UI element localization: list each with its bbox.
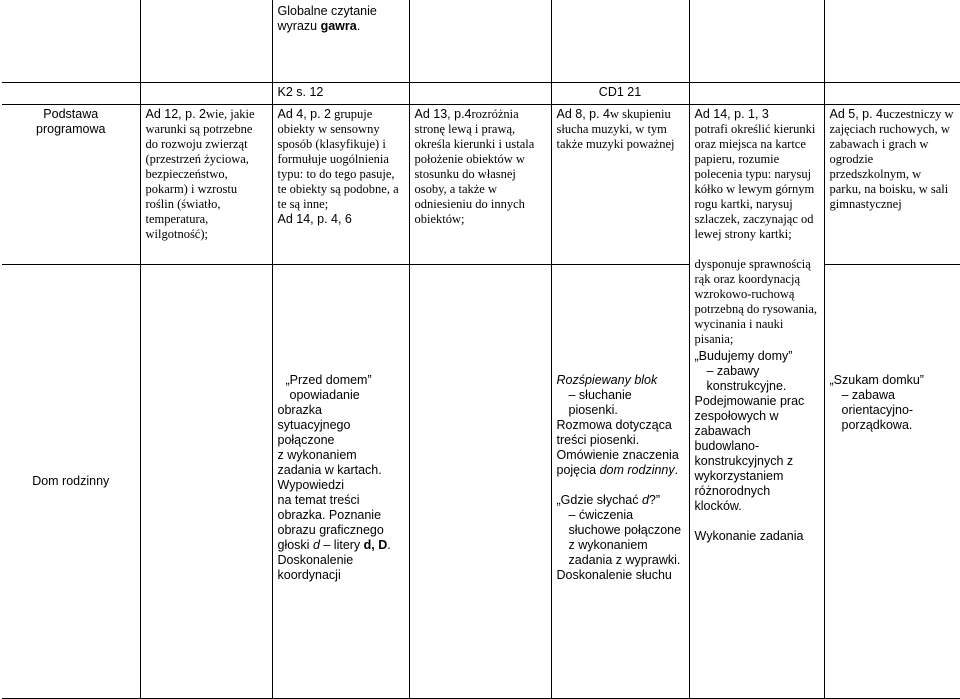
- home-col2-cell: [272, 265, 409, 699]
- header-line-1: Globalne czytanie: [277, 4, 377, 18]
- subheader-cd-cell: [551, 83, 689, 105]
- home-col4-gap: [557, 478, 684, 493]
- basis-col3-ref: Ad 13, p.4: [414, 107, 472, 121]
- home-col2-line: zadania w kartach.: [277, 463, 382, 477]
- home-col2-title: „Przed domem”: [285, 373, 372, 387]
- home-col4-l2: Rozmowa dotycząca treści piosenki.: [556, 418, 672, 447]
- home-col2-line: Doskonalenie: [277, 553, 354, 567]
- header-row: [2, 0, 960, 83]
- basis-col3-text: rozróżnia stronę lewą i prawą, określa kierunki i ustala położenie obiektów w stosunku do własnej osoby, a także w odniesieniu do innych obiektów;: [414, 107, 535, 226]
- subheader-row: [2, 83, 960, 105]
- home-col2-line: połączone: [277, 433, 335, 447]
- home-col2-line: obrazka. Poznanie: [277, 508, 382, 522]
- basis-col2-ref2: Ad 14, p. 4, 6: [277, 212, 352, 226]
- basis-col1-cell: [140, 105, 272, 265]
- home-col2-line: na temat treści: [277, 493, 360, 507]
- home-col4-l3: Omówienie znaczenia pojęcia dom rodzinny.: [556, 448, 679, 477]
- header-empty-cell: [824, 0, 960, 83]
- home-col4-l4: „Gdzie słychać d?”: [556, 493, 661, 507]
- home-col2-line: Wypowiedzi: [277, 478, 345, 492]
- basis-col6-cell: [824, 105, 960, 265]
- cd-reference: CD1 21: [598, 85, 642, 99]
- home-col5-subtitle: – zabawy konstrukcyjne.: [706, 364, 787, 393]
- home-col2-line: sytuacyjnego: [277, 418, 351, 432]
- header-empty-cell: [409, 0, 551, 83]
- home-col1-cell: [140, 265, 272, 699]
- basis-label: Podstawa programowa: [36, 107, 106, 136]
- home-col5-desc: Podejmowanie prac zespołowych w zabawach budowlano-konstrukcyjnych z wykorzystaniem różnorodnych klocków.: [694, 394, 805, 513]
- home-label-cell: [2, 265, 140, 699]
- header-empty-cell: [2, 0, 140, 83]
- subheader-k2-cell: [272, 83, 409, 105]
- header-empty-cell: [140, 0, 272, 83]
- home-col2-line: obrazu graficznego: [277, 523, 384, 537]
- subheader-empty-cell: [689, 83, 824, 105]
- letter-d-italic: d: [312, 538, 320, 552]
- header-empty-cell: [689, 0, 824, 83]
- lesson-plan-table: [2, 0, 960, 699]
- basis-col4-text: w skupieniu słucha muzyki, w tym także muzyki poważnej: [556, 107, 675, 151]
- home-col4-cell: [551, 265, 689, 699]
- home-col6-cell: [824, 265, 960, 699]
- basis-col1-text: wie, jakie warunki są potrzebne do rozwoju zwierząt (przestrzeń życiowa, bezpieczeństwo, pokarm) i wzrostu roślin (światło, temperatura, wilgotność);: [145, 107, 255, 241]
- home-col6-desc: – zabawa orientacyjno-porządkowa.: [841, 388, 914, 432]
- home-col5-gap: [695, 514, 819, 529]
- letters-dD-bold: d, D: [363, 538, 388, 552]
- basis-col5-text: potrafi określić kierunki oraz miejsca na kartce papieru, rozumie polecenia typu: narysuj kółko w lewym górnym rogu kartki, narysuj szlaczek, zaczynając od lewej strony kartki;: [694, 122, 816, 241]
- basis-col6-text: uczestniczy w zajęciach ruchowych, w zabawach i grach w ogrodzie przedszkolnym, w parku, na boisku, w sali gimnastycznej: [829, 107, 954, 211]
- header-line-2: wyrazu gawra.: [277, 19, 361, 33]
- home-col2-line: opowiadanie: [289, 388, 360, 402]
- basis-row: [2, 105, 960, 265]
- header-word-bold: gawra: [320, 19, 357, 33]
- basis-col1-ref: Ad 12, p. 2: [145, 107, 206, 121]
- home-col4-l1: – słuchanie piosenki.: [568, 388, 632, 417]
- basis-col6-ref: Ad 5, p. 4: [829, 107, 884, 121]
- basis-col3-cell: [409, 105, 551, 265]
- home-col6-title: „Szukam domku”: [829, 373, 924, 387]
- subheader-empty-cell: [2, 83, 140, 105]
- home-col4-title: Rozśpiewany blok: [556, 373, 658, 387]
- subheader-empty-cell: [409, 83, 551, 105]
- home-col4-l5: – ćwiczenia słuchowe połączone z wykonaniem zadania z wyprawki.: [568, 508, 682, 567]
- subheader-empty-cell: [140, 83, 272, 105]
- k2-reference: K2 s. 12: [277, 85, 324, 99]
- basis-col2-text: grupuje obiekty w sensowny sposób (klasyfikuje) i formułuje uogólnienia typu: to do tego pasuje, te obiekty są podobne, a te są inne;: [277, 107, 399, 211]
- subheader-empty-cell: [824, 83, 960, 105]
- home-col5-title: „Budujemy domy”: [694, 349, 793, 363]
- home-label: Dom rodzinny: [32, 474, 110, 488]
- basis-col4-ref: Ad 8, p. 4: [556, 107, 611, 121]
- home-col5-task: Wykonanie zadania: [694, 529, 804, 543]
- basis-col2-cell: [272, 105, 409, 265]
- basis-col5-text2: dysponuje sprawnością rąk oraz koordynacją wzrokowo-ruchową potrzebną do rysowania, wycinania i nauki pisania;: [694, 257, 818, 346]
- basis-col5-ref: Ad 14, p. 1, 3: [694, 107, 769, 121]
- home-col2-line: obrazka: [277, 403, 322, 417]
- home-col2-line: koordynacji: [277, 568, 341, 582]
- header-reading-cell: [272, 0, 409, 83]
- basis-col5-gap: [695, 242, 819, 257]
- basis-col2-ref: Ad 4, p. 2: [277, 107, 332, 121]
- home-col2-line: z wykonaniem: [277, 448, 357, 462]
- basis-label-cell: [2, 105, 140, 265]
- header-empty-cell: [551, 0, 689, 83]
- basis-col5-cell: [689, 105, 824, 699]
- home-col3-cell: [409, 265, 551, 699]
- home-col2-letters: głoski d – litery d, D.: [277, 538, 391, 552]
- basis-col4-cell: [551, 105, 689, 265]
- home-col4-l6: Doskonalenie słuchu: [556, 568, 672, 582]
